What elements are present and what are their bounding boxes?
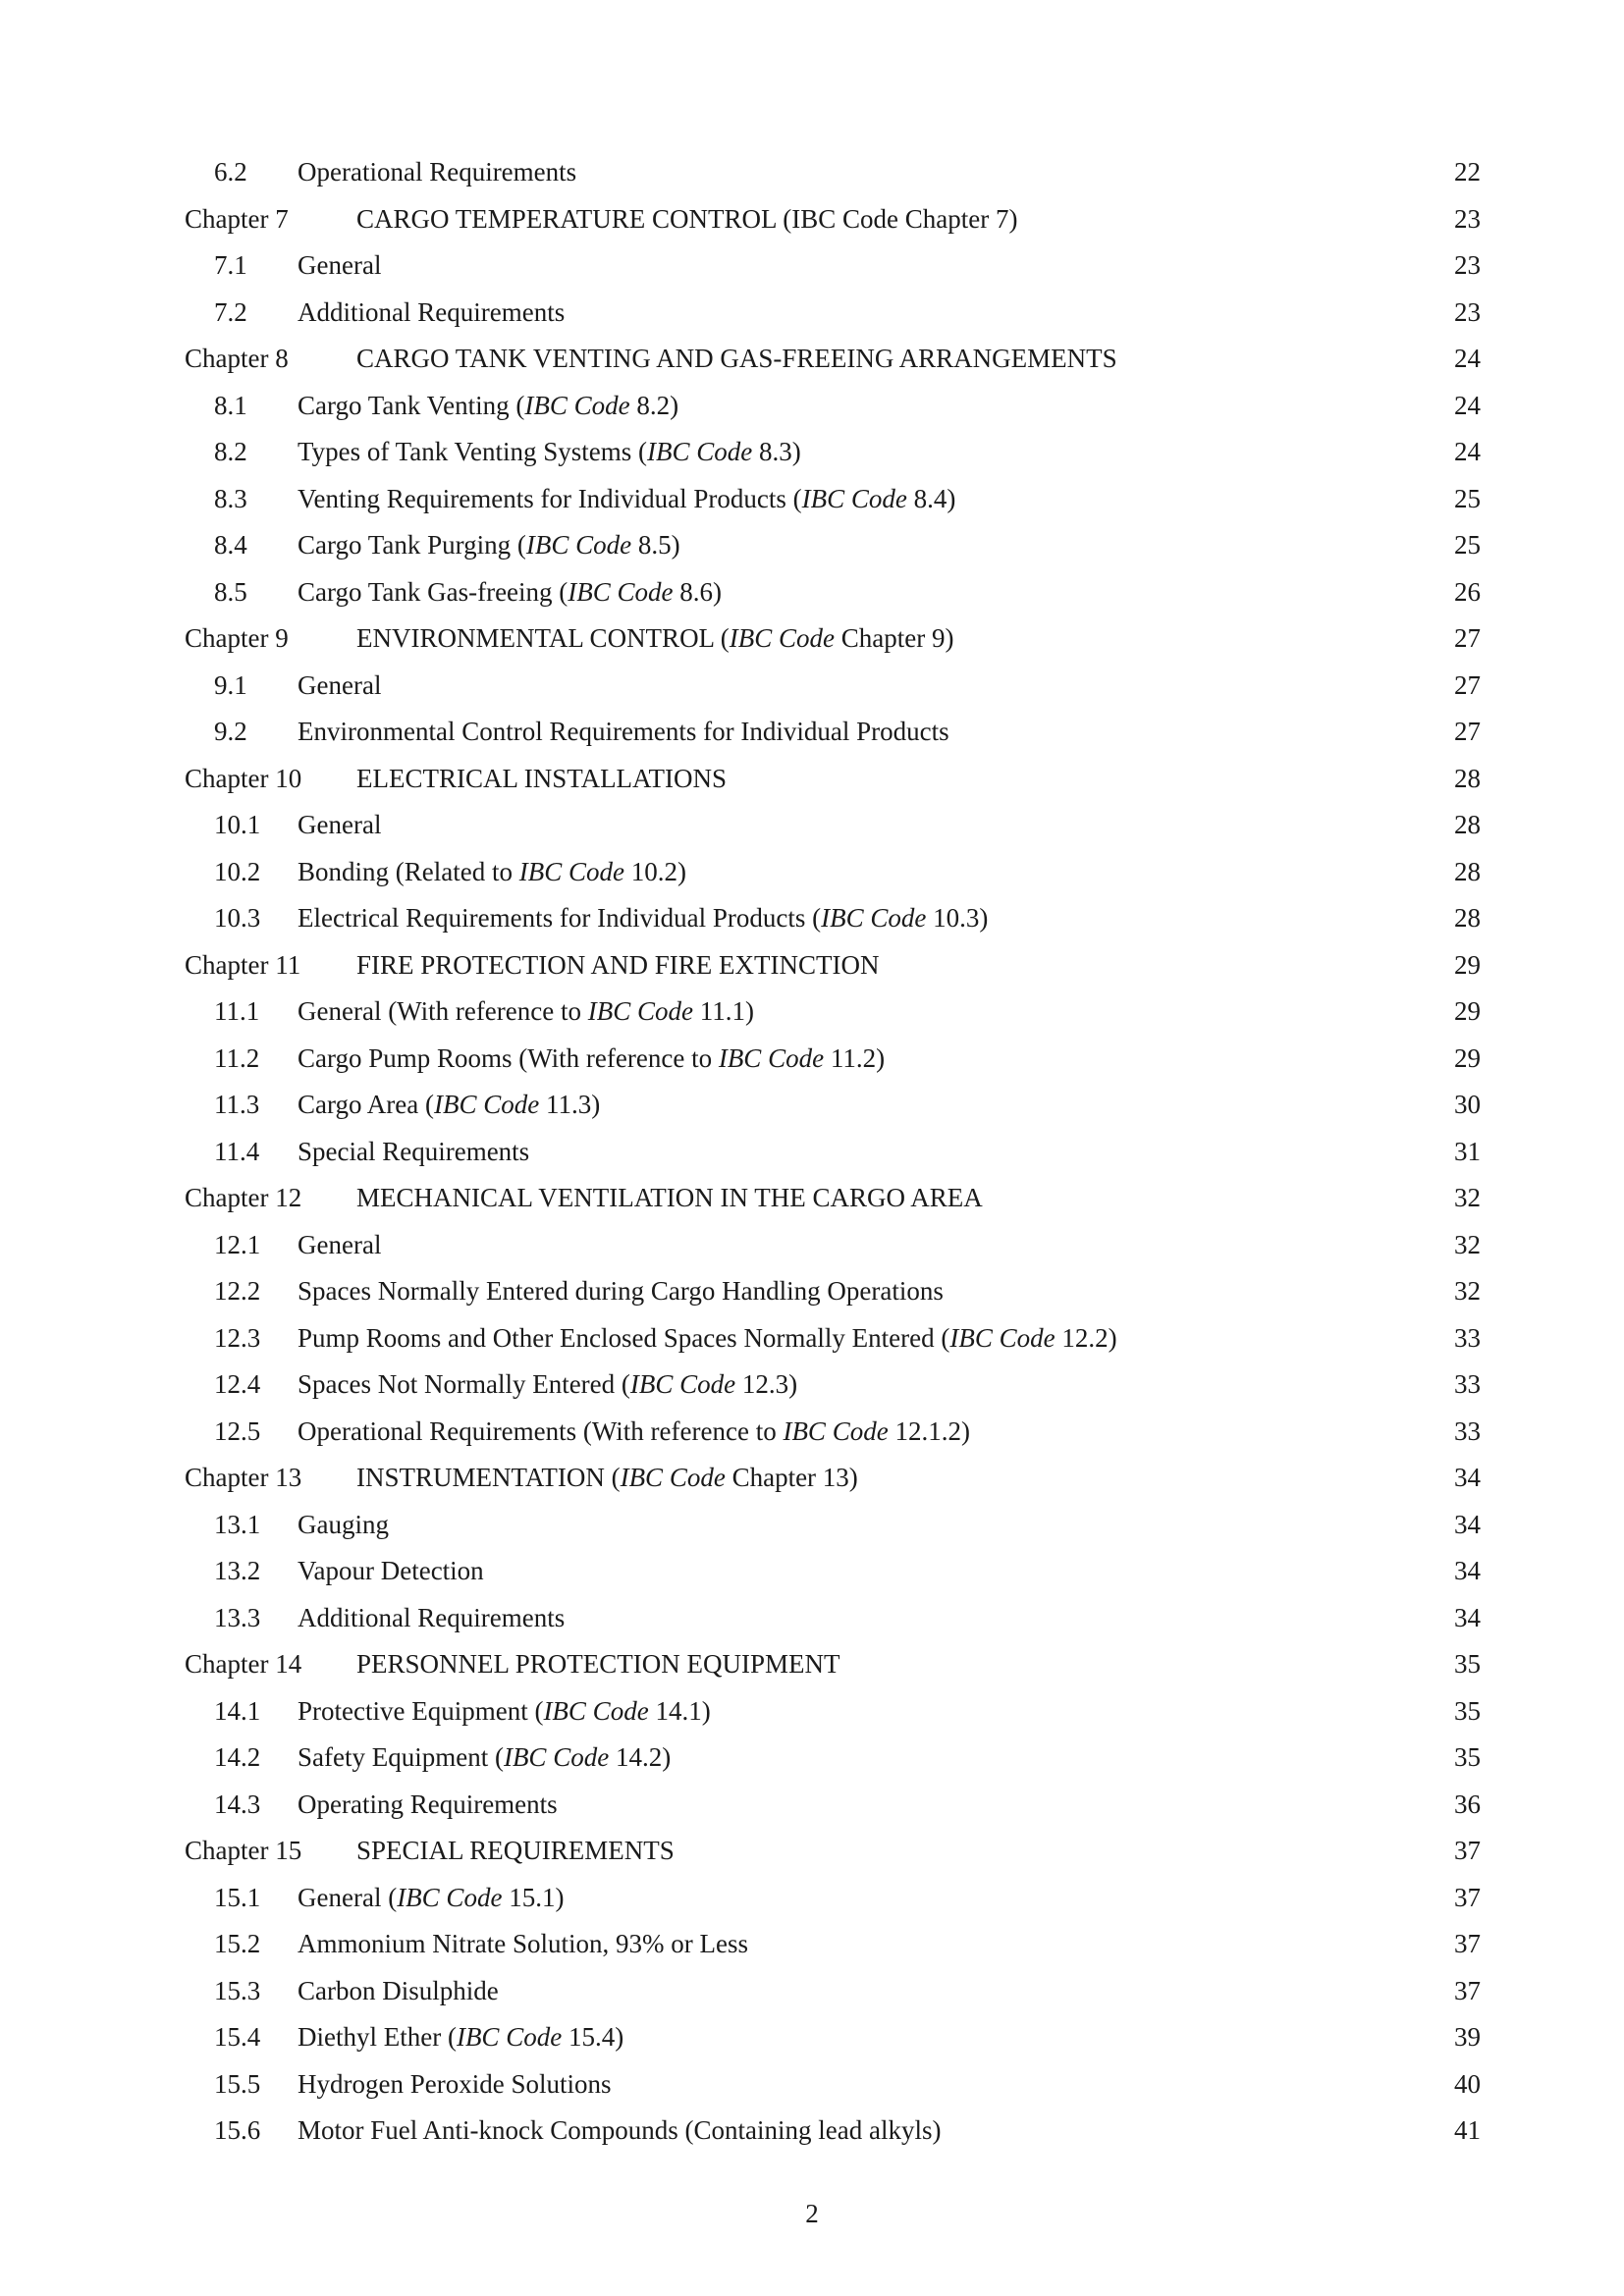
- toc-dot-leader: [682, 413, 1441, 414]
- toc-title-part: General: [298, 810, 382, 839]
- toc-title-part: CARGO TANK VENTING AND GAS-FREEING ARRANGEMENTS: [356, 344, 1117, 373]
- toc-dot-leader: [385, 832, 1441, 833]
- toc-entry-number: 13.3: [214, 1602, 261, 1632]
- toc-title-part: 14.1): [648, 1695, 711, 1726]
- toc-entry-number: 15.4: [214, 2022, 261, 2052]
- toc-section-entry[interactable]: [185, 290, 1481, 337]
- toc-entry-page: 29: [1454, 949, 1481, 980]
- toc-entry-page: 24: [1454, 437, 1481, 466]
- toc-entry-number: Chapter 9: [185, 623, 289, 653]
- toc-title-part: Spaces Not Normally Entered (: [298, 1369, 630, 1399]
- toc-entry-title: [356, 1828, 675, 1875]
- toc-dot-leader: [675, 1765, 1441, 1766]
- toc-entry-number: Chapter 14: [185, 1649, 302, 1679]
- table-of-contents: [185, 149, 1481, 2155]
- toc-title-part: CARGO TEMPERATURE CONTROL (IBC Code Chapter 7): [356, 203, 1018, 234]
- toc-entry-number: 15.2: [214, 1929, 261, 1958]
- toc-entry-title: [298, 522, 680, 569]
- toc-title-part: 8.2): [629, 390, 679, 420]
- toc-section-entry[interactable]: [185, 1082, 1481, 1129]
- toc-title-italic-part: IBC Code: [718, 1042, 825, 1073]
- toc-entry-number: Chapter 15: [185, 1836, 302, 1865]
- toc-dot-leader: [568, 320, 1441, 321]
- toc-entry-page: 40: [1454, 2068, 1481, 2099]
- toc-chapter-entry[interactable]: [185, 1175, 1481, 1222]
- toc-entry-page: 23: [1454, 296, 1481, 327]
- toc-title-part: Cargo Pump Rooms (With reference to: [298, 1042, 719, 1073]
- toc-title-italic-part: IBC Code: [503, 1742, 610, 1772]
- toc-section-entry[interactable]: [185, 383, 1481, 430]
- toc-dot-leader: [580, 180, 1441, 181]
- toc-entry-number: 7.2: [214, 296, 247, 327]
- toc-entry-page: 25: [1454, 483, 1481, 513]
- toc-entry-title: [298, 849, 686, 896]
- toc-title-italic-part: IBC Code: [433, 1090, 540, 1119]
- toc-entry-number: 9.2: [214, 717, 247, 746]
- toc-dot-leader: [533, 1159, 1441, 1160]
- toc-entry-number: 14.1: [214, 1695, 261, 1726]
- toc-dot-leader: [562, 1812, 1441, 1813]
- toc-title-part: 11.3): [539, 1090, 601, 1119]
- toc-entry-page: 41: [1454, 2115, 1481, 2145]
- toc-title-part: Spaces Normally Entered during Cargo Handling Operations: [298, 1276, 944, 1306]
- toc-chapter-entry[interactable]: [185, 756, 1481, 803]
- toc-dot-leader: [953, 739, 1441, 740]
- toc-title-part: Cargo Tank Purging (: [298, 530, 526, 560]
- toc-entry-title: [356, 1175, 983, 1222]
- toc-dot-leader: [801, 1392, 1441, 1393]
- toc-title-italic-part: IBC Code: [629, 1369, 736, 1399]
- toc-title-italic-part: IBC Code: [568, 576, 674, 607]
- toc-title-part: ENVIRONMENTAL CONTROL (: [356, 623, 730, 653]
- toc-title-part: SPECIAL REQUIREMENTS: [356, 1836, 675, 1865]
- toc-title-part: ELECTRICAL INSTALLATIONS: [356, 763, 728, 793]
- toc-entry-number: 13.1: [214, 1509, 261, 1539]
- toc-title-part: Electrical Requirements for Individual Products (: [298, 903, 822, 933]
- toc-entry-page: 24: [1454, 344, 1481, 373]
- toc-title-part: Additional Requirements: [298, 296, 566, 327]
- toc-dot-leader: [604, 1112, 1441, 1113]
- toc-section-entry[interactable]: [185, 1268, 1481, 1315]
- toc-entry-number: 14.2: [214, 1742, 261, 1772]
- toc-entry-page: 29: [1454, 996, 1481, 1026]
- toc-entry-title: [298, 1735, 671, 1782]
- toc-entry-number: 15.1: [214, 1882, 261, 1912]
- toc-dot-leader: [385, 693, 1441, 694]
- toc-entry-page: 37: [1454, 1836, 1481, 1865]
- toc-title-part: Diethyl Ether (: [298, 2022, 457, 2052]
- toc-entry-page: 34: [1454, 1463, 1481, 1492]
- toc-dot-leader: [844, 1672, 1442, 1673]
- toc-entry-number: 12.3: [214, 1322, 261, 1353]
- toc-title-part: 10.3): [926, 903, 989, 933]
- toc-entry-page: 23: [1454, 203, 1481, 234]
- toc-entry-page: 32: [1454, 1229, 1481, 1259]
- toc-entry-page: 27: [1454, 669, 1481, 700]
- toc-entry-number: 8.1: [214, 390, 247, 420]
- toc-dot-leader: [945, 2138, 1441, 2139]
- toc-section-entry[interactable]: [185, 709, 1481, 756]
- toc-entry-title: [298, 242, 381, 290]
- toc-entry-page: 37: [1454, 1882, 1481, 1912]
- toc-section-entry[interactable]: [185, 1875, 1481, 1922]
- toc-entry-title: [298, 1548, 484, 1595]
- toc-dot-leader: [385, 273, 1441, 274]
- toc-entry-number: 8.5: [214, 576, 247, 607]
- toc-entry-title: [298, 383, 678, 430]
- toc-section-entry[interactable]: [185, 1222, 1481, 1269]
- page-number: 2: [805, 2199, 819, 2228]
- toc-title-part: 10.2): [623, 856, 686, 886]
- toc-section-entry[interactable]: [185, 522, 1481, 569]
- toc-dot-leader: [1121, 1346, 1441, 1347]
- toc-section-entry[interactable]: [185, 988, 1481, 1036]
- toc-dot-leader: [615, 2092, 1441, 2093]
- toc-section-entry[interactable]: [185, 895, 1481, 942]
- toc-dot-leader: [627, 2045, 1441, 2046]
- toc-entry-number: 8.3: [214, 483, 247, 513]
- toc-dot-leader: [726, 600, 1441, 601]
- toc-section-entry[interactable]: [185, 429, 1481, 476]
- toc-dot-leader: [731, 786, 1441, 787]
- toc-entry-number: Chapter 12: [185, 1183, 302, 1212]
- toc-title-part: 8.6): [673, 576, 723, 607]
- toc-title-part: Operational Requirements (With reference to: [298, 1415, 784, 1446]
- toc-section-entry[interactable]: [185, 149, 1481, 196]
- toc-title-part: Venting Requirements for Individual Products (: [298, 483, 802, 513]
- toc-title-part: Safety Equipment (: [298, 1742, 504, 1772]
- toc-title-italic-part: IBC Code: [543, 1695, 649, 1726]
- toc-entry-page: 28: [1454, 763, 1481, 793]
- toc-entry-title: [298, 2061, 611, 2109]
- toc-title-part: General: [298, 1229, 382, 1259]
- toc-dot-leader: [488, 1578, 1441, 1579]
- toc-entry-page: 28: [1454, 810, 1481, 839]
- toc-section-entry[interactable]: [185, 569, 1481, 616]
- toc-entry-number: 8.4: [214, 530, 247, 560]
- toc-section-entry[interactable]: [185, 1548, 1481, 1595]
- toc-section-entry[interactable]: [185, 242, 1481, 290]
- toc-entry-page: 35: [1454, 1742, 1481, 1772]
- toc-entry-number: 12.4: [214, 1369, 261, 1399]
- toc-entry-page: 36: [1454, 1789, 1481, 1819]
- toc-title-italic-part: IBC Code: [620, 1463, 726, 1492]
- toc-entry-page: 31: [1454, 1136, 1481, 1166]
- toc-entry-title: [356, 1455, 858, 1502]
- toc-chapter-entry[interactable]: [185, 615, 1481, 663]
- toc-entry-page: 23: [1454, 250, 1481, 280]
- toc-entry-page: 33: [1454, 1415, 1481, 1446]
- toc-entry-title: [298, 1875, 564, 1922]
- toc-entry-title: [298, 569, 722, 616]
- toc-dot-leader: [758, 1019, 1441, 1020]
- toc-dot-leader: [958, 646, 1441, 647]
- toc-entry-page: 33: [1454, 1322, 1481, 1353]
- toc-section-entry[interactable]: [185, 1036, 1481, 1083]
- toc-entry-page: 32: [1454, 1276, 1481, 1306]
- toc-entry-number: Chapter 10: [185, 763, 302, 793]
- toc-title-part: PERSONNEL PROTECTION EQUIPMENT: [356, 1649, 840, 1679]
- toc-dot-leader: [947, 1299, 1441, 1300]
- toc-title-part: Chapter 13): [725, 1463, 858, 1492]
- toc-section-entry[interactable]: [185, 1595, 1481, 1642]
- toc-entry-number: 8.2: [214, 437, 247, 466]
- toc-dot-leader: [974, 1439, 1441, 1440]
- toc-title-part: 12.1.2): [888, 1415, 970, 1446]
- toc-section-entry[interactable]: [185, 802, 1481, 849]
- toc-title-part: 11.1): [692, 996, 754, 1026]
- toc-title-part: Types of Tank Venting Systems (: [298, 437, 647, 466]
- toc-title-italic-part: IBC Code: [821, 903, 927, 933]
- toc-title-part: 12.2): [1055, 1322, 1117, 1353]
- toc-section-entry[interactable]: [185, 1502, 1481, 1549]
- toc-entry-title: [298, 895, 988, 942]
- toc-title-part: 8.4): [906, 483, 956, 513]
- toc-entry-page: 34: [1454, 1556, 1481, 1585]
- toc-section-entry[interactable]: [185, 1362, 1481, 1409]
- toc-dot-leader: [884, 973, 1442, 974]
- toc-dot-leader: [1121, 366, 1441, 367]
- toc-chapter-entry[interactable]: [185, 336, 1481, 383]
- toc-title-part: Hydrogen Peroxide Solutions: [298, 2068, 612, 2099]
- toc-title-part: MECHANICAL VENTILATION IN THE CARGO AREA: [356, 1183, 983, 1212]
- toc-title-part: General: [298, 669, 382, 700]
- toc-section-entry[interactable]: [185, 1688, 1481, 1735]
- toc-entry-page: 28: [1454, 903, 1481, 933]
- toc-title-italic-part: IBC Code: [949, 1322, 1056, 1353]
- toc-entry-number: 15.6: [214, 2115, 261, 2145]
- toc-entry-title: [356, 942, 880, 989]
- toc-section-entry[interactable]: [185, 476, 1481, 523]
- toc-entry-number: 9.1: [214, 669, 247, 700]
- toc-title-part: Cargo Tank Gas-freeing (: [298, 576, 568, 607]
- toc-entry-title: [298, 1036, 885, 1083]
- toc-title-italic-part: IBC Code: [729, 623, 836, 653]
- toc-entry-title: [298, 290, 565, 337]
- toc-entry-page: 34: [1454, 1509, 1481, 1539]
- toc-title-italic-part: IBC Code: [397, 1882, 503, 1912]
- toc-entry-title: [298, 1409, 970, 1456]
- toc-entry-title: [298, 1782, 558, 1829]
- toc-title-part: Gauging: [298, 1509, 389, 1539]
- toc-title-part: Special Requirements: [298, 1136, 530, 1166]
- toc-title-part: Operating Requirements: [298, 1789, 558, 1819]
- toc-title-part: Chapter 9): [835, 623, 954, 653]
- toc-title-italic-part: IBC Code: [783, 1415, 889, 1446]
- toc-entry-page: 30: [1454, 1090, 1481, 1119]
- toc-title-part: General (With reference to: [298, 996, 588, 1026]
- toc-dot-leader: [568, 1905, 1441, 1906]
- toc-entry-number: 6.2: [214, 157, 247, 187]
- toc-entry-number: 15.5: [214, 2068, 261, 2099]
- toc-entry-page: 27: [1454, 623, 1481, 653]
- toc-title-part: Bonding (Related to: [298, 856, 519, 886]
- toc-entry-number: 11.1: [214, 996, 260, 1026]
- toc-dot-leader: [862, 1485, 1441, 1486]
- toc-entry-title: [356, 615, 954, 663]
- toc-entry-page: 22: [1454, 157, 1481, 187]
- toc-entry-title: [298, 476, 955, 523]
- toc-entry-number: Chapter 7: [185, 203, 289, 234]
- toc-entry-number: 11.2: [214, 1042, 260, 1073]
- toc-title-italic-part: IBC Code: [518, 856, 624, 886]
- toc-title-part: 8.3): [752, 437, 801, 466]
- toc-section-entry[interactable]: [185, 2108, 1481, 2155]
- toc-title-part: 8.5): [631, 530, 680, 560]
- toc-title-part: General (: [298, 1882, 398, 1912]
- toc-entry-number: 10.3: [214, 903, 261, 933]
- toc-entry-page: 28: [1454, 856, 1481, 886]
- toc-entry-page: 37: [1454, 1975, 1481, 2005]
- toc-title-part: Ammonium Nitrate Solution, 93% or Less: [298, 1929, 748, 1958]
- toc-dot-leader: [393, 1532, 1441, 1533]
- toc-entry-page: 24: [1454, 390, 1481, 420]
- toc-section-entry[interactable]: [185, 1968, 1481, 2015]
- toc-dot-leader: [889, 1066, 1441, 1067]
- toc-title-italic-part: IBC Code: [646, 437, 753, 466]
- toc-entry-number: Chapter 11: [185, 949, 301, 980]
- toc-entry-page: 34: [1454, 1602, 1481, 1632]
- toc-dot-leader: [684, 553, 1441, 554]
- toc-dot-leader: [752, 1951, 1441, 1952]
- toc-chapter-entry[interactable]: [185, 1641, 1481, 1688]
- toc-entry-title: [298, 1082, 600, 1129]
- toc-title-italic-part: IBC Code: [456, 2022, 563, 2052]
- toc-section-entry[interactable]: [185, 1735, 1481, 1782]
- toc-title-part: Protective Equipment (: [298, 1695, 544, 1726]
- toc-title-part: Cargo Tank Venting (: [298, 390, 525, 420]
- toc-entry-title: [298, 1921, 748, 1968]
- toc-entry-title: [298, 709, 949, 756]
- toc-entry-title: [298, 1222, 381, 1269]
- toc-dot-leader: [568, 1626, 1441, 1627]
- toc-entry-title: [356, 756, 727, 803]
- toc-dot-leader: [987, 1205, 1441, 1206]
- toc-section-entry[interactable]: [185, 2014, 1481, 2061]
- toc-dot-leader: [715, 1719, 1441, 1720]
- toc-entry-title: [298, 2014, 623, 2061]
- toc-entry-title: [298, 1688, 711, 1735]
- toc-entry-title: [298, 149, 576, 196]
- toc-entry-page: 35: [1454, 1649, 1481, 1679]
- toc-chapter-entry[interactable]: [185, 1828, 1481, 1875]
- toc-entry-number: 12.5: [214, 1415, 261, 1446]
- toc-title-part: Carbon Disulphide: [298, 1975, 499, 2005]
- toc-title-italic-part: IBC Code: [525, 530, 632, 560]
- toc-entry-page: 39: [1454, 2022, 1481, 2052]
- toc-dot-leader: [805, 459, 1441, 460]
- toc-section-entry[interactable]: [185, 849, 1481, 896]
- toc-entry-title: [356, 1641, 840, 1688]
- toc-title-part: FIRE PROTECTION AND FIRE EXTINCTION: [356, 949, 880, 980]
- toc-chapter-entry[interactable]: [185, 1455, 1481, 1502]
- toc-title-italic-part: IBC Code: [801, 483, 907, 513]
- toc-title-part: Environmental Control Requirements for Individual Products: [298, 717, 949, 746]
- toc-entry-title: [298, 2108, 941, 2155]
- toc-section-entry[interactable]: [185, 663, 1481, 710]
- toc-title-part: 11.2): [824, 1042, 886, 1073]
- toc-entry-title: [298, 1129, 529, 1176]
- toc-title-part: INSTRUMENTATION (: [356, 1463, 621, 1492]
- toc-entry-title: [298, 802, 381, 849]
- toc-entry-title: [298, 1268, 944, 1315]
- toc-chapter-entry[interactable]: [185, 196, 1481, 243]
- toc-entry-page: 29: [1454, 1042, 1481, 1073]
- toc-title-part: General: [298, 250, 382, 280]
- toc-section-entry[interactable]: [185, 1921, 1481, 1968]
- toc-entry-title: [356, 336, 1117, 383]
- toc-title-part: Operational Requirements: [298, 157, 577, 187]
- toc-title-part: Pump Rooms and Other Enclosed Spaces Normally Entered (: [298, 1322, 950, 1353]
- toc-entry-title: [356, 196, 1017, 243]
- toc-section-entry[interactable]: [185, 1315, 1481, 1362]
- toc-section-entry[interactable]: [185, 1129, 1481, 1176]
- toc-title-part: 14.2): [609, 1742, 672, 1772]
- toc-entry-title: [298, 1315, 1117, 1362]
- toc-entry-page: 26: [1454, 576, 1481, 607]
- toc-entry-number: 10.2: [214, 856, 261, 886]
- toc-dot-leader: [385, 1253, 1441, 1254]
- toc-entry-number: 11.3: [214, 1090, 260, 1119]
- toc-entry-page: 27: [1454, 717, 1481, 746]
- toc-entry-title: [298, 663, 381, 710]
- toc-title-italic-part: IBC Code: [524, 390, 630, 420]
- toc-entry-number: 10.1: [214, 810, 261, 839]
- toc-entry-title: [298, 429, 801, 476]
- toc-section-entry[interactable]: [185, 2061, 1481, 2109]
- toc-entry-number: 7.1: [214, 250, 247, 280]
- toc-entry-page: 33: [1454, 1369, 1481, 1399]
- toc-entry-number: Chapter 13: [185, 1463, 302, 1492]
- toc-entry-number: 13.2: [214, 1556, 261, 1585]
- toc-dot-leader: [690, 880, 1441, 881]
- toc-entry-page: 25: [1454, 530, 1481, 560]
- toc-title-part: 12.3): [735, 1369, 798, 1399]
- toc-entry-title: [298, 988, 754, 1036]
- toc-title-part: Cargo Area (: [298, 1090, 434, 1119]
- toc-title-part: Additional Requirements: [298, 1602, 566, 1632]
- toc-dot-leader: [1021, 227, 1441, 228]
- toc-entry-title: [298, 1362, 797, 1409]
- toc-section-entry[interactable]: [185, 1782, 1481, 1829]
- toc-chapter-entry[interactable]: [185, 942, 1481, 989]
- toc-title-part: Vapour Detection: [298, 1556, 484, 1585]
- toc-title-part: Motor Fuel Anti-knock Compounds (Containing lead alkyls): [298, 2115, 942, 2145]
- toc-entry-number: 12.2: [214, 1276, 261, 1306]
- toc-entry-title: [298, 1968, 499, 2015]
- toc-title-part: 15.4): [562, 2022, 624, 2052]
- toc-title-italic-part: IBC Code: [587, 996, 693, 1026]
- toc-dot-leader: [992, 926, 1441, 927]
- toc-entry-number: 11.4: [214, 1136, 260, 1166]
- toc-section-entry[interactable]: [185, 1409, 1481, 1456]
- toc-entry-title: [298, 1595, 565, 1642]
- toc-dot-leader: [503, 1999, 1441, 2000]
- toc-entry-number: 15.3: [214, 1975, 261, 2005]
- toc-entry-title: [298, 1502, 389, 1549]
- toc-dot-leader: [678, 1858, 1441, 1859]
- toc-title-part: 15.1): [502, 1882, 565, 1912]
- toc-entry-number: 14.3: [214, 1789, 261, 1819]
- toc-entry-number: 12.1: [214, 1229, 261, 1259]
- toc-entry-number: Chapter 8: [185, 344, 289, 373]
- toc-entry-page: 32: [1454, 1183, 1481, 1212]
- toc-entry-page: 37: [1454, 1929, 1481, 1958]
- toc-entry-page: 35: [1454, 1695, 1481, 1726]
